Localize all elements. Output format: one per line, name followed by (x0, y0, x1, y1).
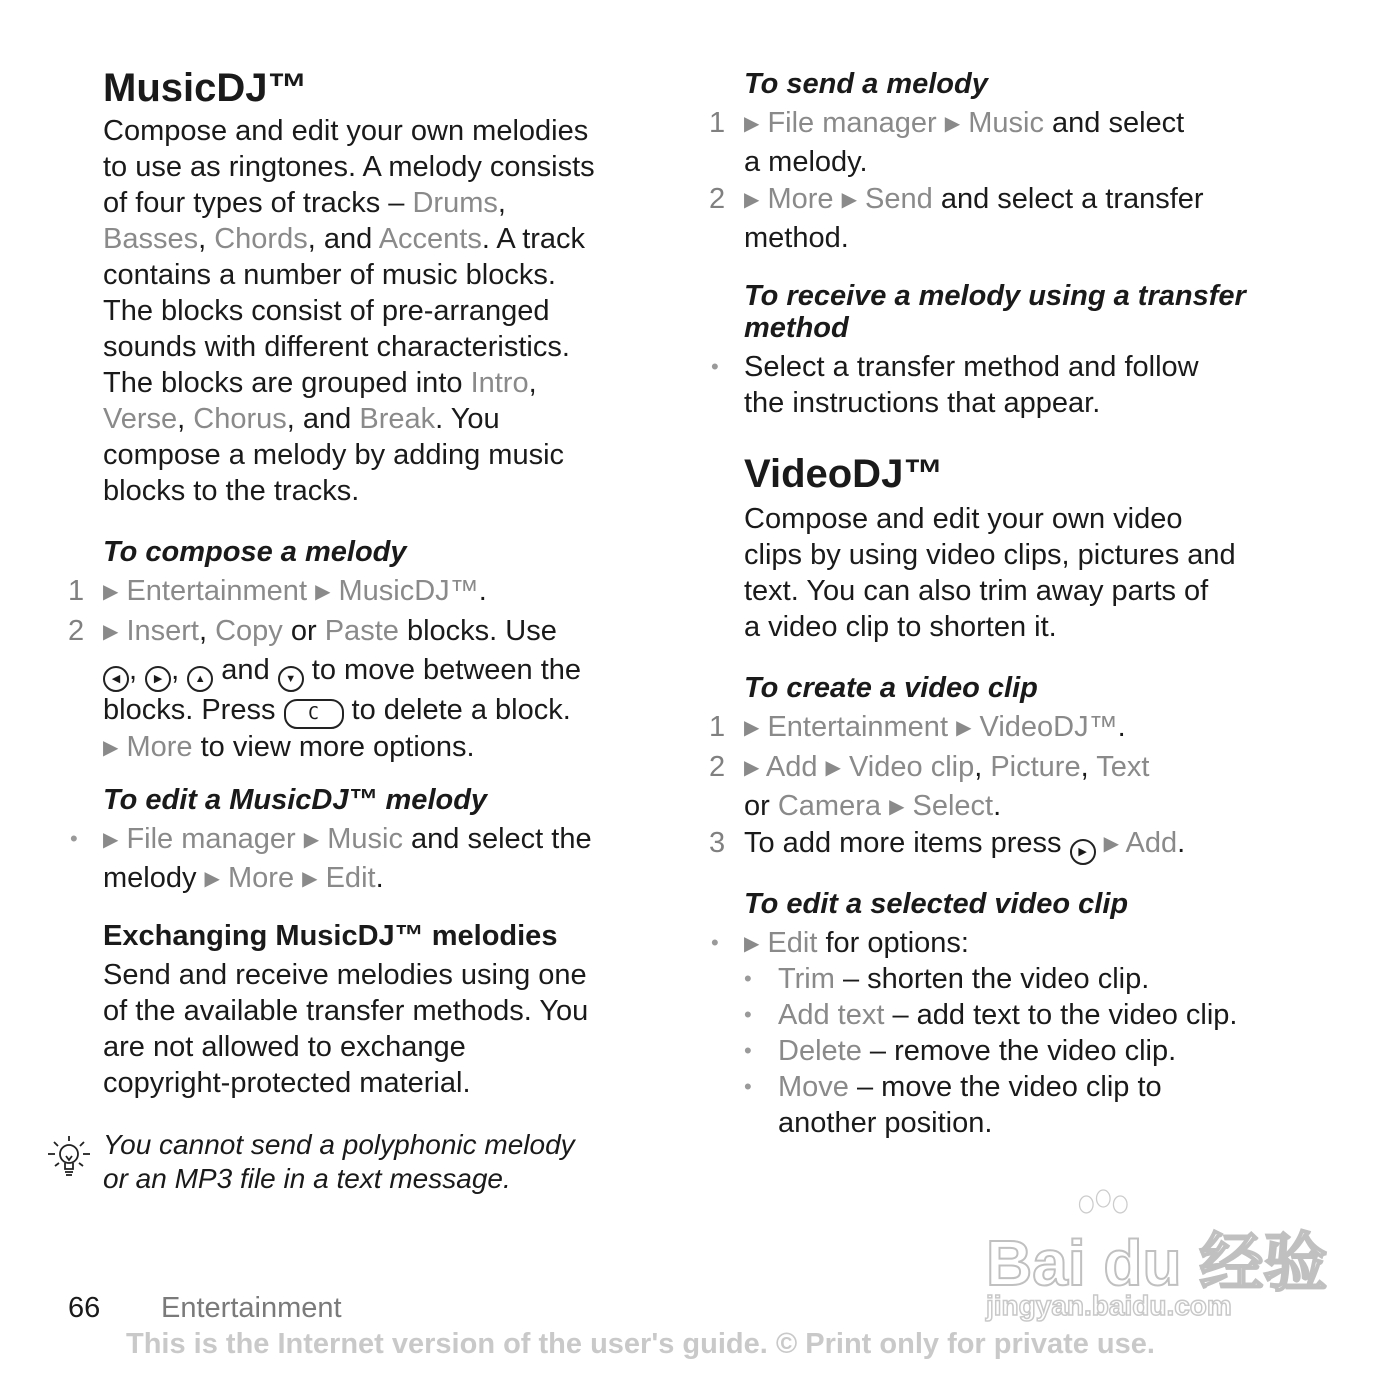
compose-step1-number: 1 (68, 575, 85, 607)
menu-music[interactable]: Music (327, 823, 403, 855)
exchange-line: copyright-protected material. (103, 1067, 471, 1099)
nav-center-icon: ▶ (1070, 839, 1096, 865)
compose-step1 (103, 573, 663, 612)
bullet: • (70, 826, 78, 851)
period: . (1177, 827, 1186, 859)
text-segment: of four types of tracks – (103, 187, 413, 219)
arrow-icon: ▶ (744, 189, 760, 211)
bullet: • (711, 930, 719, 955)
send-step1-line1 (744, 105, 1304, 144)
arrow-icon: ▶ (103, 621, 119, 643)
create-clip-heading: To create a video clip (744, 672, 1038, 704)
receive-line: Select a transfer method and follow (744, 351, 1199, 383)
bullet: • (744, 1074, 752, 1099)
exchange-heading: Exchanging MusicDJ™ melodies (103, 920, 558, 952)
arrow-icon: ▶ (1103, 833, 1120, 855)
arrow-icon: ▶ (956, 717, 972, 739)
text-segment: , and (286, 403, 360, 435)
send-step2 (744, 181, 1304, 256)
arrow-icon: ▶ (744, 933, 760, 955)
select-text: and select the (402, 823, 592, 855)
musicdj-intro (103, 113, 663, 509)
send-step2-number: 2 (709, 183, 726, 215)
option-more[interactable]: More (228, 862, 295, 894)
nav-down-icon: ▼ (278, 666, 304, 692)
bullet: • (744, 1002, 752, 1027)
menu-musicdj[interactable]: MusicDJ™ (338, 575, 479, 607)
videodj-intro-line: Compose and edit your own video (744, 503, 1183, 535)
compose-heading: To compose a melody (103, 536, 407, 568)
menu-entertainment[interactable]: Entertainment (767, 711, 948, 743)
period: . (478, 575, 487, 607)
highlighted-term: Verse (103, 403, 178, 435)
musicdj-intro-line: blocks to the tracks. (103, 475, 360, 507)
receive-heading-line: To receive a melody using a transfer (744, 280, 1246, 312)
or-text: or (744, 790, 778, 822)
option-edit[interactable]: Edit (767, 927, 818, 959)
add-more-text: To add more items press (744, 827, 1070, 859)
edit-option-item (744, 997, 1344, 1033)
option-name[interactable]: Move (778, 1071, 849, 1103)
nav-right-icon: ▶ (145, 666, 171, 692)
arrow-icon: ▶ (303, 829, 320, 851)
highlighted-term: Break (359, 403, 436, 435)
arrow-icon: ▶ (103, 737, 119, 759)
compose-step2-line1 (103, 613, 663, 652)
edit-melody-item (103, 821, 663, 899)
edit-option-item (744, 1033, 1344, 1069)
option-insert[interactable]: Insert (126, 615, 199, 647)
highlighted-term: Intro (470, 367, 529, 399)
comma: , (1080, 751, 1097, 783)
musicdj-intro-line: to use as ringtones. A melody consists (103, 151, 595, 183)
videodj-intro-line: text. You can also trim away parts of (744, 575, 1209, 607)
tip-line: or an MP3 file in a text message. (103, 1163, 511, 1194)
arrow-icon: ▶ (315, 581, 331, 603)
option-edit[interactable]: Edit (325, 862, 376, 894)
send-step1 (744, 105, 1304, 180)
arrow-icon: ▶ (944, 113, 961, 135)
edit-melody-line2 (103, 860, 663, 899)
bullet: • (744, 966, 752, 991)
arrow-icon: ▶ (841, 189, 857, 211)
edit-melody-line1 (103, 821, 663, 860)
exchange-text (103, 957, 663, 1101)
option-description: – shorten the video clip. (834, 963, 1150, 995)
receive-line: the instructions that appear. (744, 387, 1101, 419)
options-text: for options: (817, 927, 969, 959)
compose-step2-line3 (103, 692, 663, 729)
option-add[interactable]: Add (1125, 827, 1178, 859)
compose-step2-line4 (103, 729, 663, 768)
text-segment: , (528, 367, 537, 399)
send-heading: To send a melody (744, 68, 988, 100)
edit-clip-heading: To edit a selected video clip (744, 888, 1129, 920)
send-step1-line2: a melody. (744, 146, 868, 178)
videodj-intro (744, 501, 1304, 645)
comma: , (129, 654, 138, 686)
option-more[interactable]: More (767, 183, 834, 215)
highlighted-term: Drums (412, 187, 498, 219)
arrow-icon: ▶ (825, 757, 841, 779)
edit-melody-heading: To edit a MusicDJ™ melody (103, 784, 488, 816)
musicdj-intro-line (103, 185, 663, 221)
menu-music[interactable]: Music (968, 107, 1044, 139)
option-video-clip[interactable]: Video clip (848, 751, 975, 783)
lightbulb-tip-icon (46, 1134, 92, 1182)
option-name[interactable]: Add text (778, 999, 885, 1031)
period: . (993, 790, 1002, 822)
tip-line: You cannot send a polyphonic melody (103, 1129, 575, 1160)
footer-notice: This is the Internet version of the user's guide. © Print only for private use. (126, 1328, 1155, 1360)
musicdj-intro-line: Compose and edit your own melodies (103, 115, 589, 147)
period: . (1117, 711, 1126, 743)
menu-entertainment[interactable]: Entertainment (126, 575, 307, 607)
create-step1 (744, 709, 1304, 748)
musicdj-intro-line: contains a number of music blocks. (103, 259, 556, 291)
musicdj-intro-line: sounds with different characteristics. (103, 331, 570, 363)
exchange-line: are not allowed to exchange (103, 1031, 466, 1063)
option-name[interactable]: Delete (778, 1035, 862, 1067)
receive-heading (744, 280, 1246, 344)
arrow-icon: ▶ (103, 829, 119, 851)
edit-option-item (744, 1069, 1344, 1105)
receive-heading-line: method (744, 312, 849, 344)
highlighted-term: Chorus (193, 403, 287, 435)
arrow-icon: ▶ (744, 757, 760, 779)
highlighted-term: Accents (378, 223, 482, 255)
text-segment: , (497, 187, 506, 219)
text-segment: The blocks are grouped into (103, 367, 471, 399)
nav-left-icon: ◀ (103, 666, 129, 692)
highlighted-term: Chords (214, 223, 308, 255)
move-option-line2: another position. (778, 1107, 993, 1139)
move-text: to move between the (303, 654, 582, 686)
receive-text (744, 349, 1304, 421)
arrow-icon: ▶ (744, 113, 760, 135)
option-add[interactable]: Add (765, 751, 818, 783)
arrow-icon: ▶ (744, 717, 760, 739)
nav-up-icon: ▲ (187, 666, 213, 692)
option-text[interactable]: Text (1096, 751, 1150, 783)
text-segment: , and (307, 223, 379, 255)
arrow-icon: ▶ (103, 581, 119, 603)
exchange-line: of the available transfer methods. You (103, 995, 589, 1027)
send-step2-line2: method. (744, 222, 849, 254)
option-picture[interactable]: Picture (990, 751, 1081, 783)
option-camera[interactable]: Camera (777, 790, 881, 822)
arrow-icon: ▶ (889, 796, 905, 818)
musicdj-intro-line (103, 221, 663, 257)
press-text: blocks. Press (103, 694, 284, 726)
musicdj-intro-line: compose a melody by adding music (103, 439, 565, 471)
melody-text: melody (103, 862, 205, 894)
comma: , (974, 751, 991, 783)
videodj-intro-line: a video clip to shorten it. (744, 611, 1057, 643)
bullet: • (711, 354, 719, 379)
blocks-use-text: blocks. Use (398, 615, 557, 647)
musicdj-intro-line: The blocks consist of pre-arranged (103, 295, 550, 327)
compose-step2-number: 2 (68, 615, 85, 647)
highlighted-term: Basses (103, 223, 199, 255)
videodj-intro-line: clips by using video clips, pictures and (744, 539, 1236, 571)
edit-options-list (744, 961, 1344, 1141)
option-send[interactable]: Send (865, 183, 933, 215)
create-step2 (744, 749, 1304, 827)
option-more[interactable]: More (126, 731, 193, 763)
and-text: and (213, 654, 278, 686)
create-step1-number: 1 (709, 711, 726, 743)
watermark-brand: Bai du 经验 (986, 1227, 1328, 1299)
or-text: or (282, 615, 325, 647)
edit-option-item (744, 961, 1344, 997)
option-paste[interactable]: Paste (324, 615, 399, 647)
send-step2-line1 (744, 181, 1304, 220)
exchange-line: Send and receive melodies using one (103, 959, 587, 991)
create-step3-number: 3 (709, 827, 726, 859)
text-segment: , (198, 223, 215, 255)
section-name: Entertainment (161, 1292, 342, 1324)
more-options-text: to view more options. (192, 731, 475, 763)
bullet: • (744, 1038, 752, 1063)
option-description: – remove the video clip. (861, 1035, 1177, 1067)
c-key-icon: C (284, 699, 344, 729)
transfer-text: and select a transfer (932, 183, 1204, 215)
text-segment: . A track (481, 223, 586, 255)
musicdj-title: MusicDJ™ (103, 66, 308, 110)
menu-file-manager[interactable]: File manager (767, 107, 937, 139)
option-description: – move the video clip to (848, 1071, 1162, 1103)
option-description: – add text to the video clip. (884, 999, 1238, 1031)
videodj-title: VideoDJ™ (744, 452, 944, 496)
menu-videodj[interactable]: VideoDJ™ (979, 711, 1118, 743)
tip-text (103, 1128, 663, 1196)
option-name[interactable]: Trim (778, 963, 835, 995)
create-step2-number: 2 (709, 751, 726, 783)
edit-clip-intro (744, 925, 1304, 964)
create-step3 (744, 825, 1304, 865)
period: . (375, 862, 384, 894)
option-copy[interactable]: Copy (215, 615, 283, 647)
option-select[interactable]: Select (912, 790, 994, 822)
select-text: and select (1043, 107, 1185, 139)
musicdj-intro-line (103, 401, 663, 437)
send-step1-number: 1 (709, 107, 726, 139)
arrow-icon: ▶ (302, 868, 318, 890)
create-step2-line2 (744, 788, 1304, 827)
watermark-url: jingyan.baidu.com (986, 1290, 1232, 1321)
sep: , (198, 615, 216, 647)
musicdj-intro-line (103, 365, 663, 401)
text-segment: , (177, 403, 194, 435)
delete-text: to delete a block. (343, 694, 571, 726)
page-number: 66 (68, 1292, 101, 1324)
compose-step2-line2 (103, 652, 663, 692)
arrow-icon: ▶ (204, 868, 220, 890)
create-step2-line1 (744, 749, 1304, 788)
comma: , (171, 654, 180, 686)
text-segment: . You (435, 403, 500, 435)
menu-file-manager[interactable]: File manager (126, 823, 296, 855)
compose-step2 (103, 613, 663, 768)
